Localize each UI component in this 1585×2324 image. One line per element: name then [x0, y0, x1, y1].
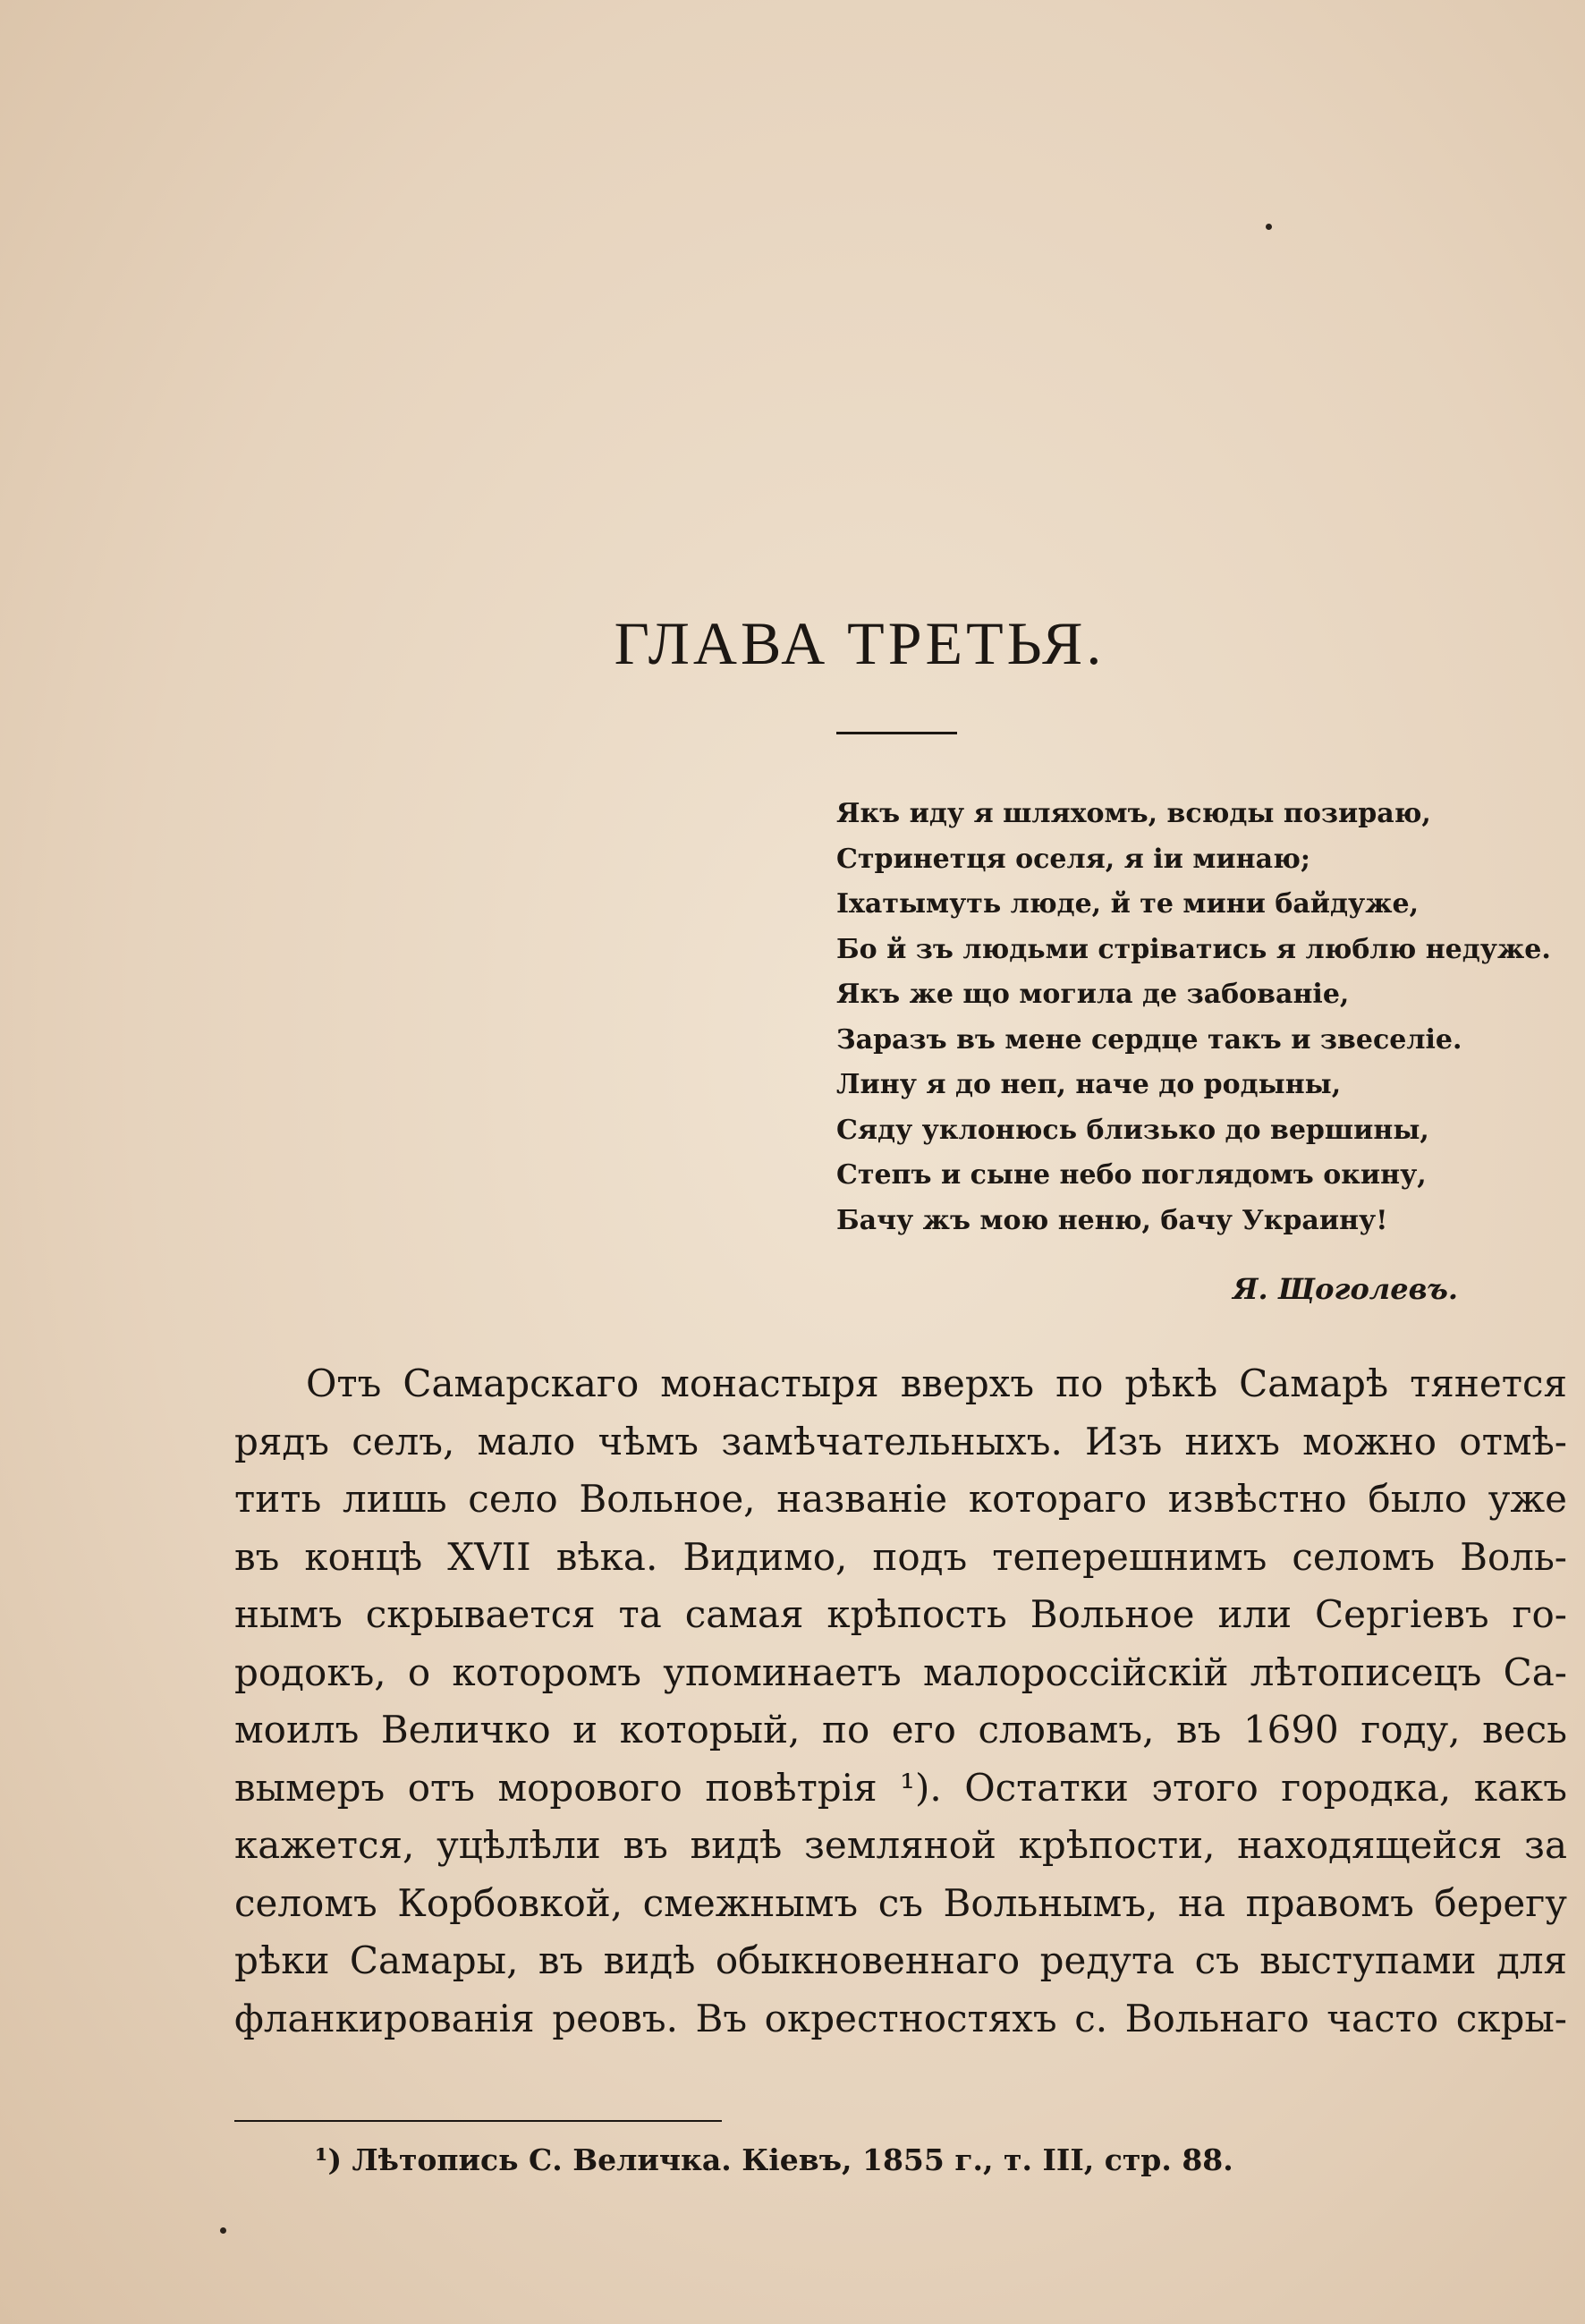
- epigraph-line: Бо й зъ людьми стрiватись я люблю недуже.: [836, 933, 1551, 965]
- epigraph-line: Степъ и сыне небо поглядомъ окину,: [836, 1159, 1427, 1191]
- epigraph-line: Бачу жъ мою неню, бачу Украину!: [836, 1204, 1388, 1236]
- epigraph-author: Я. Щоголевъ.: [1233, 1272, 1458, 1306]
- ink-speck: [1266, 224, 1272, 230]
- footnote: ¹) Лѣтопись С. Величка. Кіевъ, 1855 г., т. III, стр. 88.: [315, 2142, 1233, 2177]
- body-line: рядъ селъ, мало чѣмъ замѣчательныхъ. Изъ нихъ можно отмѣ-: [234, 1419, 1567, 1463]
- epigraph-line: Якъ иду я шляхомъ, всюды позираю,: [836, 798, 1431, 829]
- body-line: Отъ Самарскаго монастыря вверхъ по рѣкѣ Самарѣ тянется: [306, 1361, 1567, 1405]
- epigraph: [836, 792, 1570, 1243]
- body-line: родокъ, о которомъ упоминаетъ малороссійскій лѣтописецъ Са-: [234, 1650, 1567, 1694]
- title-divider: [836, 732, 957, 734]
- body-line: кажется, уцѣлѣли въ видѣ земляной крѣпости, находящейся за: [234, 1823, 1567, 1867]
- chapter-title: ГЛАВА ТРЕТЬЯ.: [614, 609, 1106, 677]
- body-paragraph: [234, 1355, 1567, 2048]
- epigraph-line: Сяду уклонюсь близько до вершины,: [836, 1114, 1429, 1146]
- epigraph-line: Якъ же що могила де забованiе,: [836, 979, 1350, 1010]
- epigraph-line: Стринетця оселя, я іи минаю;: [836, 843, 1310, 875]
- body-line: вымеръ отъ морового повѣтрія ¹). Остатки этого городка, какъ: [234, 1765, 1567, 1810]
- footnote-divider: [234, 2120, 722, 2122]
- body-line: тить лишь село Вольное, названіе котораго извѣстно было уже: [234, 1477, 1567, 1521]
- body-line: селомъ Корбовкой, смежнымъ съ Вольнымъ, на правомъ берегу: [234, 1880, 1567, 1925]
- epigraph-line: Лину я до неп, наче до родыны,: [836, 1069, 1342, 1100]
- epigraph-line: Заразъ въ мене сердце такъ и звеселiе.: [836, 1023, 1462, 1056]
- body-line: рѣки Самары, въ видѣ обыкновеннаго редута съ выступами для: [234, 1938, 1567, 1982]
- ink-speck: [220, 2227, 226, 2234]
- body-line: нымъ скрывается та самая крѣпость Вольное или Сергіевъ го-: [234, 1592, 1567, 1636]
- body-line: въ концѣ XVII вѣка. Видимо, подъ теперешнимъ селомъ Воль-: [234, 1534, 1567, 1579]
- epigraph-line: Іхатымуть люде, й те мини байдуже,: [836, 888, 1420, 920]
- body-line: фланкированія реовъ. Въ окрестностяхъ с. Вольнаго часто скры-: [234, 1996, 1567, 2040]
- body-line: моилъ Величко и который, по его словамъ, въ 1690 году, весь: [234, 1708, 1567, 1751]
